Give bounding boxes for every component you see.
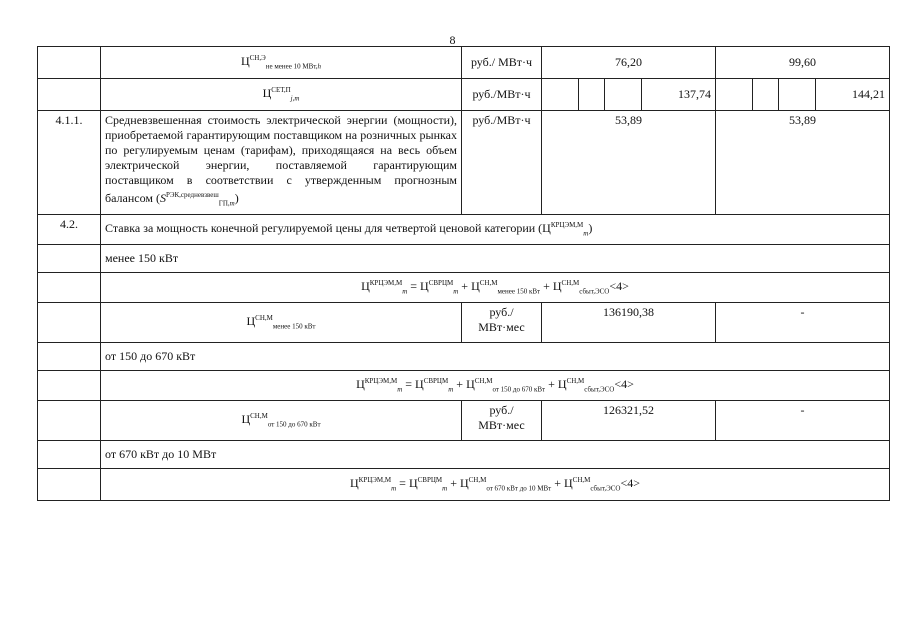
value-cell: - — [716, 401, 890, 441]
table-row — [38, 371, 890, 401]
price-symbol: $Ц^{СН,М}_{от 150 до 670 кВт}$ — [241, 411, 321, 429]
symbol-cell — [101, 47, 462, 79]
value-cell: 126321,52 — [542, 401, 716, 441]
price-symbol: $Ц^{СЕТ,П}_{j,m}$ — [262, 85, 300, 103]
unit-cell: руб./ МВт·мес — [462, 401, 542, 441]
formula: $Ц^{КРЦЭМ,М}_m = Ц^{СВРЦМ}_m + Ц^{СН,М}_{от 150 до 670 кВт} + Ц^{СН,М}_{сбыт,ЭСО}<4>$ — [101, 371, 890, 401]
price-symbol: $S^{РЭК,средневзвеш}_{ГП,m}$ — [159, 191, 235, 208]
table-row — [38, 111, 890, 215]
price-symbol: $Ц^{СН,Э}_{не менее 10 МВт,h}$ — [240, 53, 322, 71]
price-symbol: $Ц^{СН,М}_{менее 150 кВт}$ — [246, 313, 316, 331]
formula: $Ц^{КРЦЭМ,М}_m = Ц^{СВРЦМ}_m + Ц^{СН,М}_{от 670 кВт до 10 МВт} + Ц^{СН,М}_{сбыт,ЭСО}<4>$ — [101, 469, 890, 501]
table-row — [38, 469, 890, 501]
section-label: менее 150 кВт — [101, 245, 890, 273]
table-row — [38, 401, 890, 441]
unit-cell: руб./ МВт·ч — [462, 47, 542, 79]
unit-cell: руб./ МВт·мес — [462, 303, 542, 343]
formula: $Ц^{КРЦЭМ,М}_m = Ц^{СВРЦМ}_m + Ц^{СН,М}_{менее 150 кВт} + Ц^{СН,М}_{сбыт,ЭСО}<4>$ — [101, 273, 890, 303]
value-cell: 99,60 — [716, 47, 890, 79]
table-row — [38, 343, 890, 371]
value-cell: 136190,38 — [542, 303, 716, 343]
page-number: 8 — [449, 33, 456, 47]
unit-cell: руб./МВт·ч — [462, 79, 542, 111]
value-cell: 53,89 — [542, 111, 716, 215]
value-cell: 144,21 — [816, 79, 890, 111]
value-cell: 137,74 — [642, 79, 716, 111]
table-row — [38, 215, 890, 245]
row-number: 4.2. — [38, 215, 101, 245]
symbol-cell — [101, 303, 462, 343]
section-label: от 150 до 670 кВт — [101, 343, 890, 371]
value-cell: 53,89 — [716, 111, 890, 215]
section-label: от 670 кВт до 10 МВт — [101, 441, 890, 469]
table-row — [38, 79, 890, 111]
symbol-cell — [101, 79, 462, 111]
row-description: Средневзвешенная стоимость электрической энергии (мощности), приобретаемой гарантирующим поставщиком на розничных рынках по регулируемым ценам (тарифам), приходящаяся на весь объем электрической энергии, поставляемой гарантирующим поставщиком в соответствии с утвержденным прогнозным балансом $(S^{РЭК,средневзвеш}_{ГП,m})$ — [101, 111, 462, 215]
row-description: Ставка за мощность конечной регулируемой цены для четвертой ценовой категории $(Ц^{КРЦЭМ,М}_m)$ — [101, 215, 890, 245]
price-symbol: $Ц^{КРЦЭМ,М}_m$ — [542, 220, 589, 238]
table-row — [38, 245, 890, 273]
value-cell: - — [716, 303, 890, 343]
table-row — [38, 303, 890, 343]
tariff-table — [37, 46, 890, 501]
symbol-cell — [101, 401, 462, 441]
value-cell: 76,20 — [542, 47, 716, 79]
table-row — [38, 47, 890, 79]
table-row — [38, 273, 890, 303]
unit-cell: руб./МВт·ч — [462, 111, 542, 215]
table-row — [38, 441, 890, 469]
row-number: 4.1.1. — [38, 111, 101, 215]
